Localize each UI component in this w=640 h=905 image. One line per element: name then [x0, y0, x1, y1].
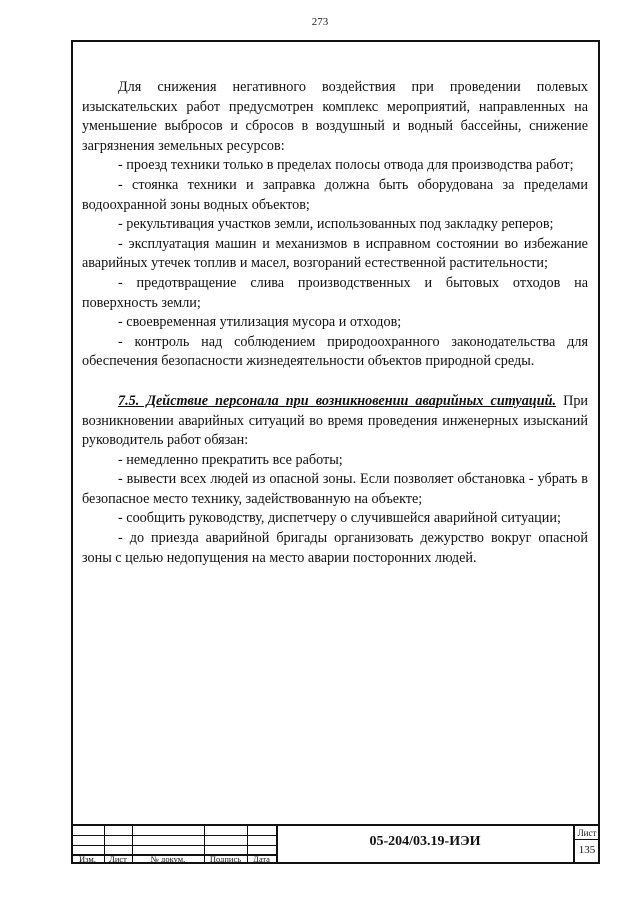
sheet-number: 135: [578, 844, 596, 856]
list-item: - до приезда аварийной бригады организовать дежурство вокруг опасной зоны с целью недопущения на место аварии посторонних людей.: [82, 530, 588, 566]
list-item: - сообщить руководству, диспетчеру о случившейся аварийной ситуации;: [118, 510, 561, 527]
list-item: - своевременная утилизация мусора и отходов;: [118, 314, 402, 331]
list-item: - вывести всех людей из опасной зоны. Если позволяет обстановка - убрать в безопасное место технику, задействованную на объекте;: [82, 471, 588, 507]
document-body: [82, 78, 588, 568]
stamp-label-date: Дата: [253, 854, 270, 864]
paragraph: Для снижения негативного воздействия при проведении полевых изыскательских работ предусмотрен комплекс мероприятий, направленных на уменьшение выбросов и сбросов в воздушный и водный бассейны, снижение загрязнения земельных ресурсов:: [82, 79, 588, 154]
list-item: - контроль над соблюдением природоохранного законодательства для обеспечения безопасности жизнедеятельности объектов природной среды.: [82, 333, 588, 370]
stamp-label-change: Изм.: [79, 854, 96, 864]
stamp-label-signature: Подпись: [209, 854, 242, 864]
stamp-label-doc-number: № докум.: [150, 854, 186, 864]
section-gap: [82, 372, 588, 392]
list-item: - рекультивация участков земли, использованных под закладку реперов;: [118, 216, 554, 233]
sheet-label: Лист: [577, 828, 597, 838]
list-item: - эксплуатация машин и механизмов в исправном состоянии во избежание аварийных утечек топлив и масел, возгораний естественной растительности;: [82, 235, 588, 272]
section-intro: При возникновении аварийных ситуаций во время проведения инженерных изысканий руководитель работ обязан:: [82, 392, 589, 449]
sheet-divider: [574, 839, 600, 840]
title-block: [71, 824, 600, 864]
page-number: 273: [311, 16, 329, 28]
section-heading: 7.5. Действие персонала при возникновении аварийных ситуаций.: [118, 392, 557, 409]
list-item: - немедленно прекратить все работы;: [118, 451, 343, 468]
list-item: - проезд техники только в пределах полосы отвода для производства работ;: [118, 157, 574, 174]
list-item: - предотвращение слива производственных и бытовых отходов на поверхность земли;: [82, 274, 588, 311]
section-paragraph: [82, 392, 588, 451]
list-item: - стоянка техники и заправка должна быть оборудована за пределами водоохранной зоны водных объектов;: [82, 176, 588, 213]
document-code: 05-204/03.19-ИЭИ: [369, 834, 481, 849]
stamp-label-sheet: Лист: [109, 854, 127, 864]
